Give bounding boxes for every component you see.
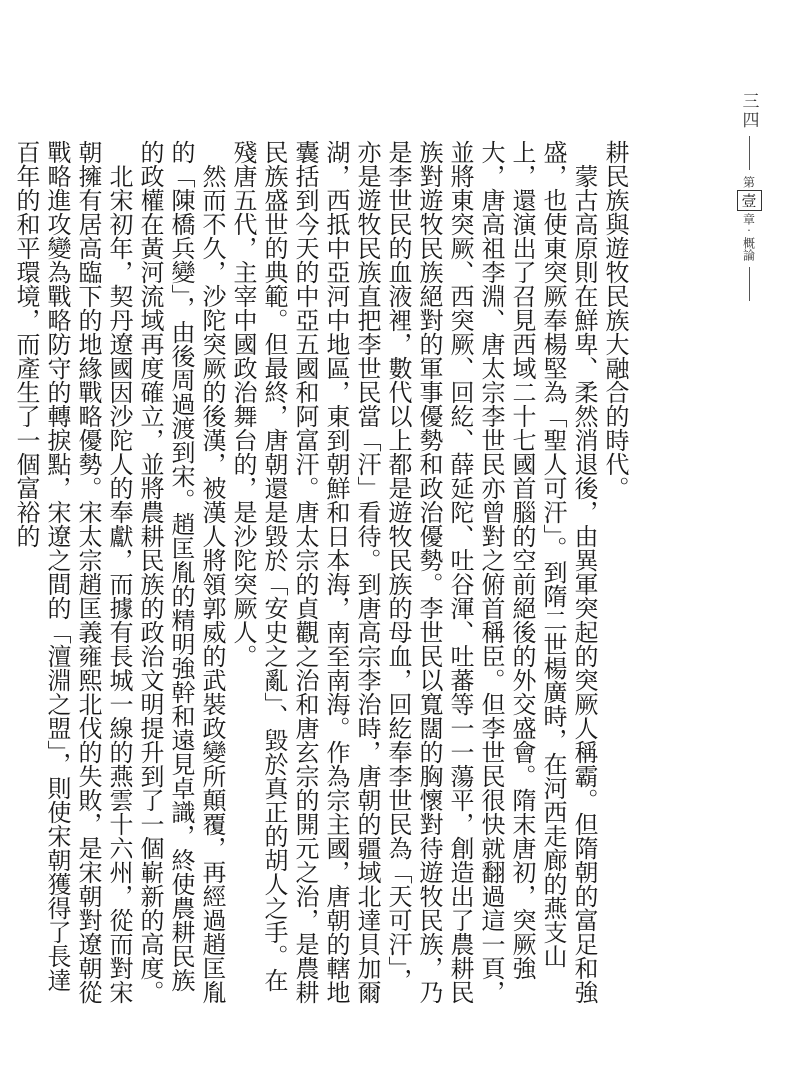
chapter-suffix: 章: [741, 213, 756, 225]
chapter-title: 概論: [741, 237, 756, 261]
page-number: 三四: [738, 92, 759, 130]
paragraph: 蒙古高原則在鮮卑、柔然消退後，由異軍突起的突厥人稱霸。但隋朝的富足和強盛，也使東突厥奉楊堅為「聖人可汗」。到隋二世楊廣時，在河西走廊的燕支山上，還演出了召見西域二十七國首腦的空前絕後的外交盛會。隋末唐初，突厥強大，唐高祖李淵、唐太宗李世民亦曾對之俯首稱臣。但李世民很快就翻過這一頁，並將東突厥、西突厥、回紇、薛延陀、吐谷渾、吐蕃等一一蕩平，創造出了農耕民族對遊牧民族絕對的軍事優勢和政治優勢。李世民以寬闊的胸懷對待遊牧民族，乃是李世民的血液裡，數代以上都是遊牧民族的母血，回紇奉李世民為「天可汗」，亦是遊牧民族直把李世民當「汗」看待。到唐高宗李治時，唐朝的疆域北達貝加爾湖，西抵中亞河中地區，東到朝鮮和日本海，南至南海。作為宗主國，唐朝的轄地囊括到今天的中亞五國和阿富汗。唐太宗的貞觀之治和唐玄宗的開元之治，是農耕民族盛世的典範。但最終，唐朝還是毀於「安史之亂」、毀於真正的胡人之手。在殘唐五代，主宰中國政治舞台的，是沙陀突厥人。: [229, 140, 598, 1004]
header-rule-top: [749, 136, 750, 170]
chapter-prefix: 第: [741, 176, 756, 188]
body-text: [12, 140, 630, 1010]
separator-dot: ·: [747, 224, 751, 237]
running-head: [736, 92, 762, 307]
header-rule-bottom: [749, 267, 750, 301]
paragraph: 北宋初年，契丹遼國因沙陀人的奉獻，而據有長城一線的燕雲十六州，從而對宋朝擁有居高臨下的地緣戰略優勢。宋太宗趙匡義雍熙北伐的失敗，是宋朝對遼朝從戰略進攻變為戰略防守的轉捩點，宋遼之間的「澶淵之盟」，則使宋朝獲得了長達百年的和平環境，而產生了一個富裕的: [12, 140, 133, 1004]
chapter-number: 壹: [737, 190, 762, 211]
paragraph: 然而不久，沙陀突厥的後漢，被漢人將領郭威的武裝政變所顛覆，再經過趙匡胤的「陳橋兵變」，由後周過渡到宋。趙匡胤的精明強幹和遠見卓識，終使農耕民族的政權在黃河流域再度確立，並將農耕民族的政治文明提升到了一個嶄新的高度。: [136, 140, 226, 1004]
paragraph-continued: 耕民族與遊牧民族大融合的時代。: [601, 140, 629, 500]
